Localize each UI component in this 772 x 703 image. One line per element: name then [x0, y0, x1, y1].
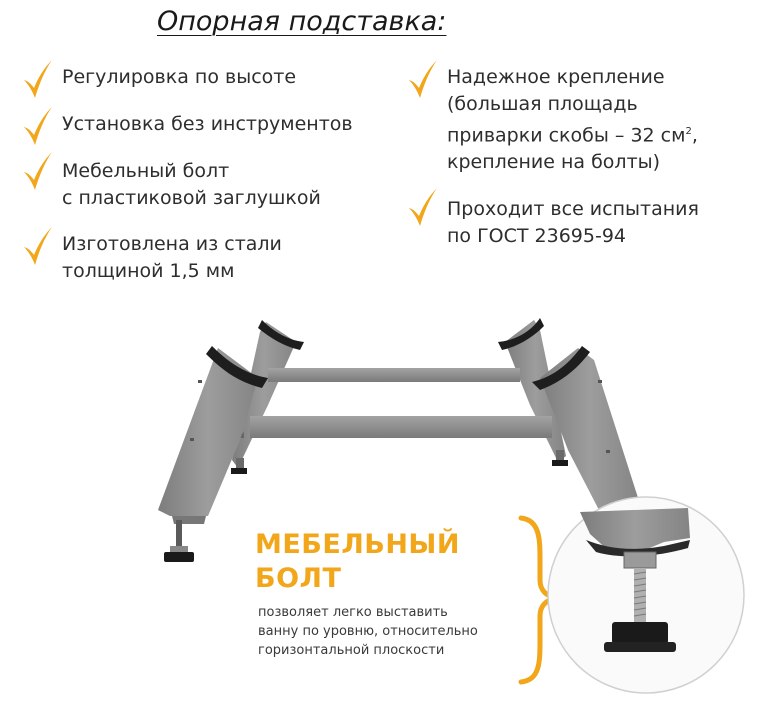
- feature-gost-tests: Проходит все испытания по ГОСТ 23695-94: [447, 198, 699, 247]
- feature-height-adjust: Регулировка по высоте: [62, 66, 297, 88]
- page-title: Опорная подставка:: [157, 6, 447, 37]
- checkmark-icon: [22, 105, 54, 151]
- feature-reliable-mount: Надежное крепление (большая площадь приварки скобы – 32 $см^2$, крепление на болты): [447, 66, 698, 174]
- bolt-description: позволяет легко выставить ванну по уровню, относительно горизонтальной плоскости: [258, 605, 478, 658]
- feature-furniture-bolt: Мебельный болт с пластиковой заглушкой: [62, 160, 321, 209]
- checkmark-icon: [407, 58, 439, 104]
- checkmark-icon: [22, 225, 54, 271]
- front-leg-left: [158, 346, 268, 562]
- feature-no-tools: Установка без инструментов: [62, 113, 353, 135]
- checkmark-icon: [22, 150, 54, 196]
- crossbars: [238, 368, 552, 438]
- checkmark-icon: [407, 186, 439, 232]
- checkmark-icon: [22, 58, 54, 104]
- bolt-zoom-circle: [548, 497, 744, 693]
- bolt-heading: МЕБЕЛЬНЫЙ БОЛТ: [255, 529, 461, 594]
- feature-steel-thickness: Изготовлена из стали толщиной 1,5 мм: [62, 233, 282, 282]
